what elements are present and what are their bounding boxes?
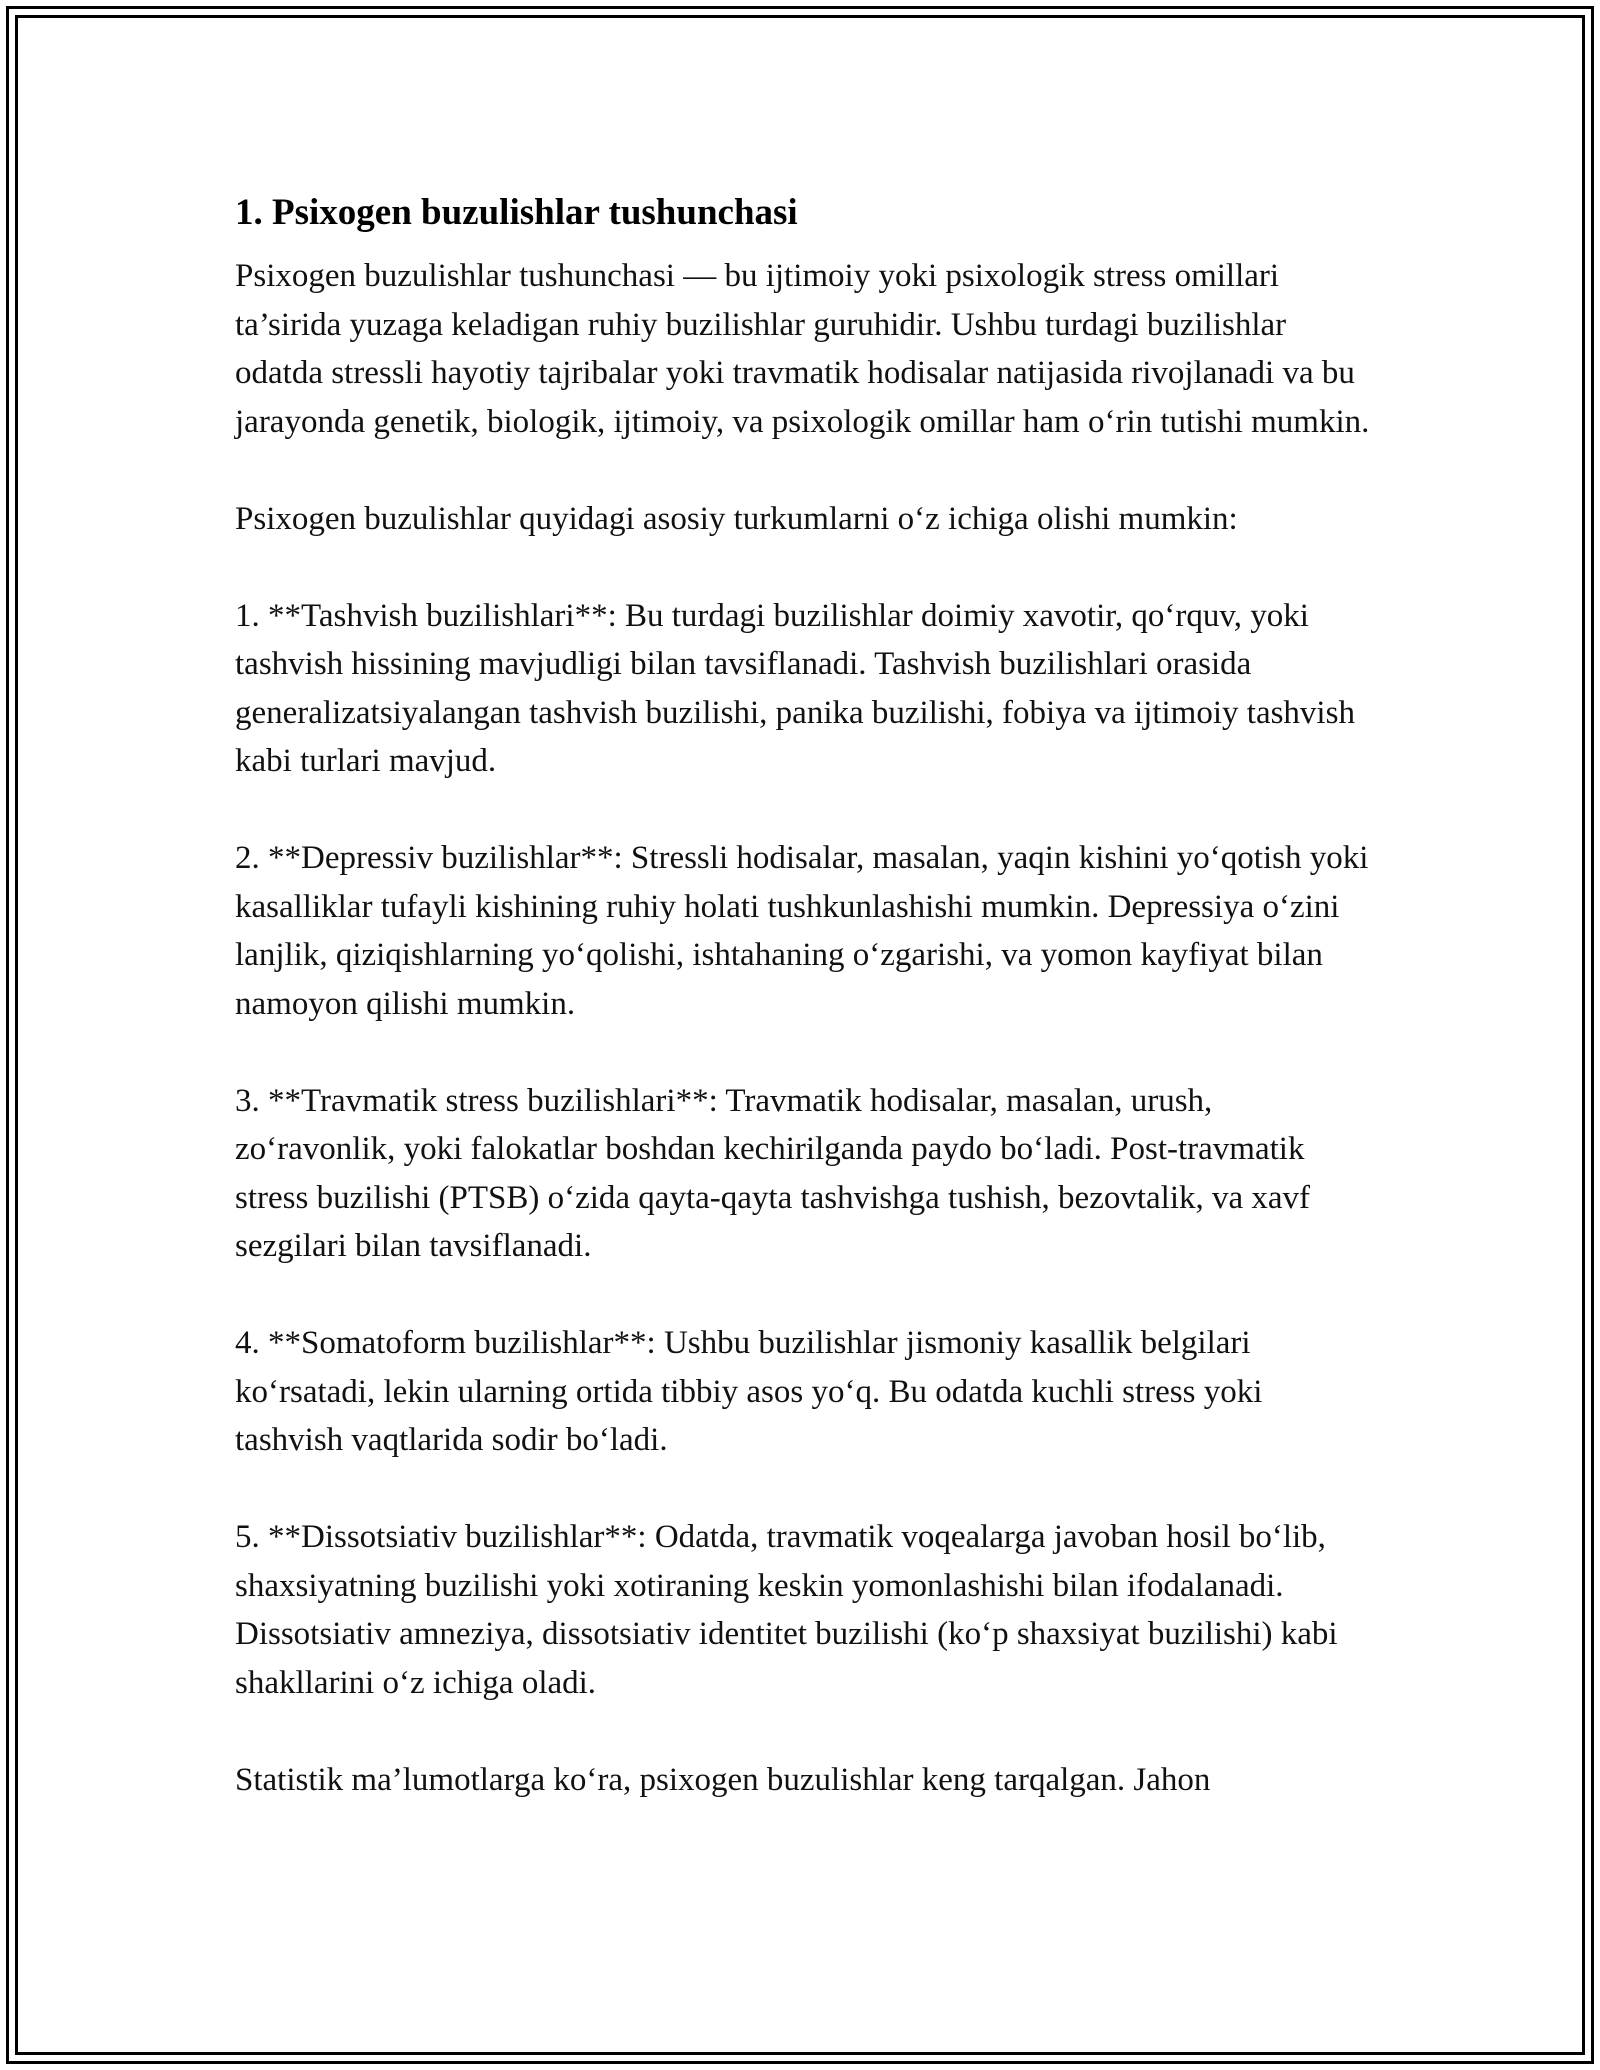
list-item-anxiety-disorders: 1. **Tashvish buzilishlari**: Bu turdagi buzilishlar doimiy xavotir, qo‘rquv, yoki tashvish hissining mavjudligi bilan tavsiflanadi. Tashvish buzilishlari orasida generalizatsiyalangan tashvish buzilishi, panika buzilishi, fobiya va ijtimoiy tashvish kabi turlari mavjud. bbox=[235, 597, 1355, 779]
paragraph-definition: Psixogen buzulishlar tushunchasi — bu ijtimoiy yoki psixologik stress omillari ta’sirida yuzaga keladigan ruhiy buzilishlar guruhidir. Ushbu turdagi buzilishlar odatda stressli hayotiy tajribalar yoki travmatik hodisalar natijasida rivojlanadi va bu jarayonda genetik, biologik, ijtimoiy, va psixologik omillar ham o‘rin tutishi mumkin. bbox=[235, 258, 1370, 440]
paragraph-statistics: Statistik ma’lumotlarga ko‘ra, psixogen buzulishlar keng tarqalgan. Jahon bbox=[235, 1761, 1211, 1798]
paragraph-categories-intro: Psixogen buzulishlar quyidagi asosiy turkumlarni o‘z ichiga olishi mumkin: bbox=[235, 500, 1238, 537]
list-item-dissociative-disorders: 5. **Dissotsiativ buzilishlar**: Odatda, travmatik voqealarga javoban hosil bo‘lib, shaxsiyatning buzilishi yoki xotiraning keskin yomonlashishi bilan ifodalanadi. Dissotsiativ amneziya, dissotsiativ identitet buzilishi (ko‘p shaxsiyat buzilishi) kabi shakllarini o‘z ichiga oladi. bbox=[235, 1519, 1338, 1701]
list-item-traumatic-stress-disorders: 3. **Travmatik stress buzilishlari**: Travmatik hodisalar, masalan, urush, zo‘ravonlik, yoki falokatlar boshdan kechirilganda paydo bo‘ladi. Post-travmatik stress buzilishi (PTSB) o‘zida qayta-qayta tashvishga tushish, bezovtalik, va xavf sezgilari bilan tavsiflanadi. bbox=[235, 1082, 1311, 1264]
list-item-depressive-disorders: 2. **Depressiv buzilishlar**: Stressli hodisalar, masalan, yaqin kishini yo‘qotish yoki kasalliklar tufayli kishining ruhiy holati tushkunlashishi mumkin. Depressiya o‘zini lanjlik, qiziqishlarning yo‘qolishi, ishtahaning o‘zgarishi, va yomon kayfiyat bilan namoyon qilishi mumkin. bbox=[235, 840, 1369, 1022]
document-body bbox=[235, 186, 1375, 1853]
list-item-somatoform-disorders: 4. **Somatoform buzilishlar**: Ushbu buzilishlar jismoniy kasallik belgilari ko‘rsatadi, lekin ularning ortida tibbiy asos yo‘q. Bu odatda kuchli stress yoki tashvish vaqtlarida sodir bo‘ladi. bbox=[235, 1325, 1263, 1458]
section-heading: 1. Psixogen buzulishlar tushunchasi bbox=[235, 192, 798, 233]
